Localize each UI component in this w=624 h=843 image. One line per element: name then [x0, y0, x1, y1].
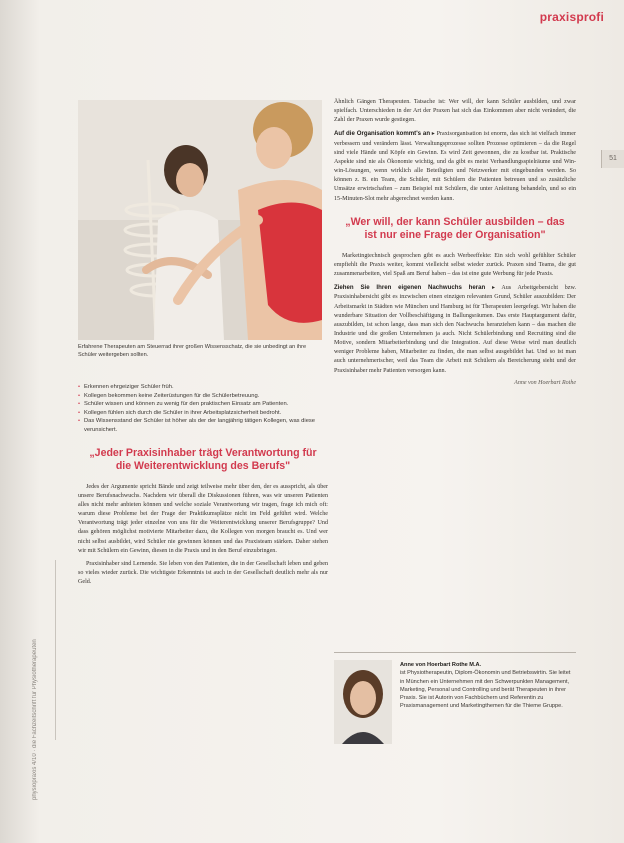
pull-quote: „Jeder Praxisinhaber trägt Verantwortung für die Weiterentwicklung des Berufs" [89, 446, 317, 472]
list-item: • Das Wissensstand der Schüler ist höher als der der langjährig tätigen Kollegen, was diese verunsichert. [78, 417, 328, 434]
body-paragraph [334, 283, 576, 376]
body-paragraph: Ähnlich Gängen Therapeuten. Tatsache ist: Wer will, der kann Schüler ausbilden, und zwar spielfach. Unterschieden in der Art der Praxen hat sich das Einkommen aber nicht verändert, die Zahl der Praxen wurde gestiegen. [334, 99, 576, 124]
left-column [78, 383, 328, 591]
list-item: • Erkennen ehrgeiziger Schüler früh. [78, 383, 328, 392]
author-avatar [334, 660, 392, 744]
section-text: Praxisorganisation ist enorm, das sich ist vielfach immer verbessern und verändern lässt. Verwaltungsprozesse sollten Prozesse optimieren – da die Regel sind viele Hände und Köpfe ein Gewinn. Es wird Zeit gewonnen, die zu kostbar ist. Praktische Aspekte sind nie als Ökonomie wichtig, und da gibt es meist Verhandlungsspielräume und Win-win-Lösungen, wenn wirklich alle Beteiligten und Netzwerker mit eingebunden werden. So können z. B. ein Team, die Schüler, mit Schülern die Patienten betreuen und so zusätzliche Umsätze erwirtschaften – zum Beispiel mit Schülern, die unter Anleitung behandeln, und so ein 15-Minuten-Slot mehr abgerechnet werden kann. [334, 131, 576, 202]
section-lead: Auf die Organisation kommt's an [334, 130, 431, 138]
list-item: • Schüler wissen und können zu wenig für den praktischen Einsatz am Patienten. [78, 400, 328, 409]
pull-quote: „Wer will, der kann Schüler ausbilden – das ist nur eine Frage der Organisation" [345, 215, 565, 241]
body-paragraph: Praxisinhaber sind Lernende. Sie leben von den Patienten, die in der Gesellschaft leben und geben so vieles wieder zurück. Die wichtigste Erkenntnis ist auch in der Gesellschaft deutlich mehr als nur Geld. [78, 560, 328, 586]
right-column [334, 98, 576, 386]
body-paragraph: Marketingtechnisch gesprochen gibt es auch Werbeeffekte: Ein sich wohl gefühlter Schüler empfiehlt die Praxis weiter, kommt vielleicht selbst wieder zurück. Praxen sind Teams, die gut zusammenarbeiten, viel Spaß am Beruf haben – das ist eine gute Werbung für jede Praxis. [334, 252, 576, 278]
therapists-illustration [78, 100, 322, 340]
section-lead-arrow: ▸ [431, 131, 437, 138]
author-description: ist Physiotherapeutin, Diplom-Ökonomin und Betriebswirtin. Sie leitet in München ein Unternehmen mit den Schwerpunkten Management, Marketing, Personal und Controlling und berät Therapeuten in ihrer Praxis. Sie ist Autorin von Fachbüchern und Referentin zu Praxismanagement und Marketingthemen für die Thieme Gruppe. [400, 670, 571, 710]
section-text: Aus Arbeitgebersicht bzw. Praxisinhabersicht gibt es inzwischen einen einzigen relevanten Grund, Schüler auszubilden: Der Arbeitsmarkt in Städten wie München und Hamburg ist für Therapeuten leergefegt. Wir haben die wunderbare Situation der Vollbeschäftigung in Ballungsräumen. Das erste Hauptargument dafür, auszubilden, ist schon lange, dass man sich den Nachwuchs heranziehen kann – das machen die Industrie und die großen Unternehmen ja auch. Nicht Schülerbindung und Recruiting sind die Motive, sondern Mitarbeiterbindung und die Integration. Auf diese Weise wird man deutlich weniger Probleme haben, Mitarbeiter zu finden, die man selbst ausgebildet hat. Und so ist man auch unternehmerischer, weil das Team die Arbeit mit Schülern als Bereicherung sieht und der Praxisinhaber mehr Patienten versorgen kann. [334, 285, 576, 374]
body-paragraph [334, 129, 576, 203]
photo-caption: Erfahrene Therapeuten am Steuerrad ihrer großen Wissensschatz, die sie unbedingt an ihre Schüler weitergeben sollten. [78, 344, 307, 358]
author-portrait-icon [334, 660, 392, 744]
section-lead: Ziehen Sie Ihren eigenen Nachwuchs heran [334, 284, 486, 292]
list-item: • Kollegen fühlen sich durch die Schüler in ihrer Arbeitsplatzsicherheit bedroht. [78, 409, 328, 418]
side-imprint-text: physiopraxis 4/10 · die Fachzeitschrift für Physiotherapeuten [32, 639, 38, 800]
reasons-list [78, 383, 328, 435]
body-paragraph: Jedes der Argumente spricht Bände und zeigt teilweise mehr über den, der es ausspricht, als über unsere Berufsnachwuchs. Nachdem wir überall die Diskussionen führen, was wir unseren Patienten alles nicht mehr anbieten können und welche soziale Verantwortung wir tragen, frage ich mich oft: warum diese Probleme bei der Frage der Praktikumsplätze nicht im Feld geführt wird. Welche Verantwortung trägt jeder einzelne von uns für die Weiterentwicklung unserer Berufsgruppe? Und dass gehören möglichst motivierte Mitarbeiter dazu, die Kollegen von morgen braucht es. Und wer nicht selbst ausbildet, wird Schüler nie gewinnen können und das Praxisteam stärken. Daher stehen wir mit Schülern ein Gewinn, diesen in die Praxis und in den Beruf einzubringen. [78, 483, 328, 554]
author-name: Anne von Hoerbart Rothe M.A. [400, 662, 482, 668]
author-signature: Anne von Hoerbart Rothe [514, 379, 576, 386]
author-bio [400, 661, 576, 711]
list-item: • Kollegen bekommen keine Zeiterüstungen für die Schülerbetreuung. [78, 392, 328, 401]
side-divider [55, 560, 56, 740]
author-divider [334, 652, 576, 653]
section-lead-arrow: ▸ [491, 285, 502, 292]
magazine-section-label: praxisprofi [539, 10, 604, 24]
article-photo [78, 100, 322, 340]
page-number: 51 [601, 150, 624, 168]
